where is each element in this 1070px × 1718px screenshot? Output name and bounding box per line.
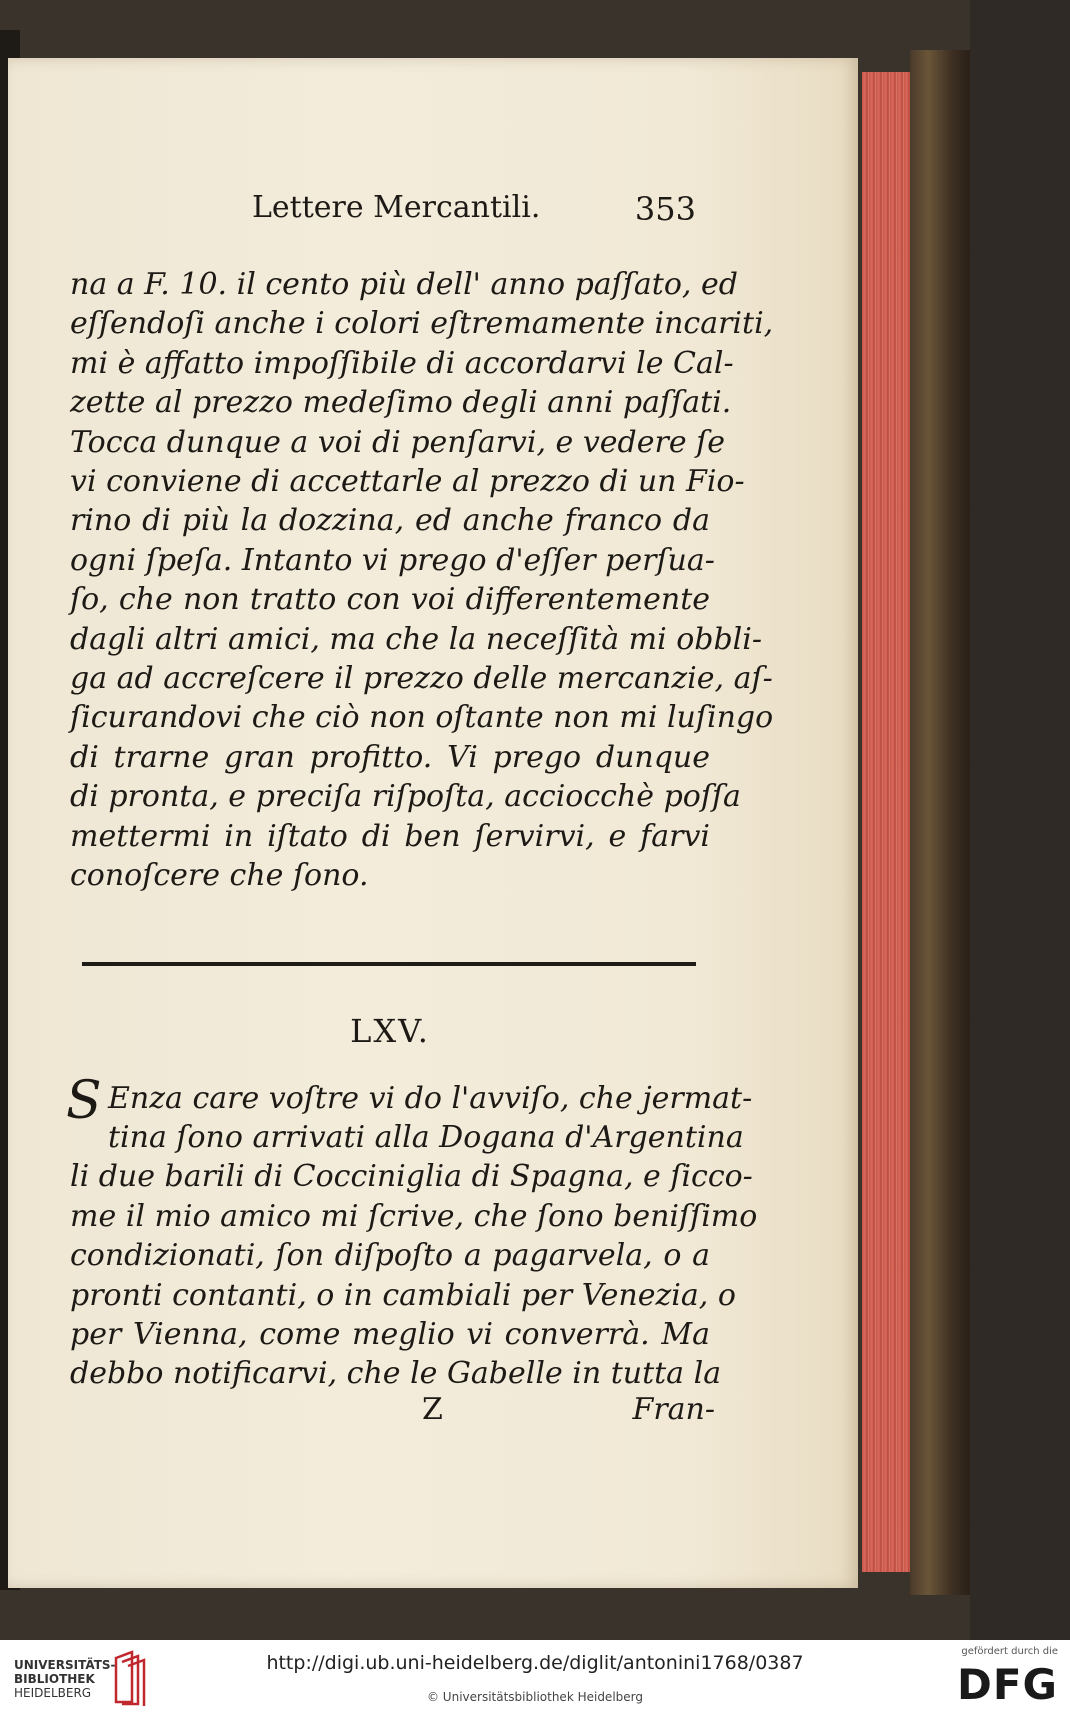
text-line: tina ſono arrivati alla Dogana d'Argentina: [108, 1120, 744, 1155]
text-line: ſo, che non tratto con voi differentemente: [70, 582, 710, 618]
text-line: dagli altri amici, ma che la neceſſità mi obbli-: [70, 621, 763, 657]
text-line: di pronta, e preciſa riſpoſta, acciocchè poſſa: [70, 779, 741, 815]
permalink-url[interactable]: http://digi.ub.uni-heidelberg.de/diglit/antonini1768/0387: [266, 1652, 804, 1674]
text-line: rino di più la dozzina, ed anche franco da: [70, 503, 710, 539]
drop-cap: S: [66, 1071, 102, 1131]
dfg-logo: DFG: [956, 1660, 1058, 1709]
text-line: vi conviene di accettarle al prezzo di un Fio-: [70, 464, 745, 500]
letter-body-2: [108, 1079, 753, 1118]
running-header: [70, 190, 710, 230]
text-line: pronti contanti, o in cambiali per Venezia, o: [70, 1277, 736, 1313]
copyright-notice: © Universitätsbibliothek Heidelberg: [426, 1690, 643, 1704]
text-line: per Vienna, come meglio vi converrà. Ma: [70, 1317, 710, 1353]
scan-margin-right: [970, 0, 1070, 1640]
text-line: mettermi in iſtato di ben ſervirvi, e farvi: [70, 818, 710, 854]
text-line: zette al prezzo medeſimo degli anni paſſati.: [70, 385, 732, 421]
catchword: Fran-: [632, 1392, 715, 1427]
running-title: Lettere Mercantili.: [252, 190, 541, 225]
text-line: condizionati, ſon diſpoſto a pagarvela, o a: [70, 1238, 710, 1274]
book-binding: [910, 50, 970, 1595]
library-name-line1: UNIVERSITÄTS-: [14, 1658, 116, 1672]
signature-mark: Z: [422, 1392, 443, 1427]
text-line: Tocca dunque a voi di penſarvi, e vedere ſe: [70, 424, 725, 460]
red-page-edges: [862, 72, 910, 1572]
section-heading: LXV.: [350, 1012, 430, 1050]
page-number: 353: [634, 190, 696, 228]
text-line: li due barili di Cocciniglia di Spagna, e ſicco-: [70, 1159, 753, 1195]
text-line: conoſcere che ſono.: [70, 858, 369, 894]
viewer-footer: [0, 1640, 1070, 1718]
text-line: me il mio amico mi ſcrive, che ſono beniſſimo: [70, 1198, 758, 1234]
text-line: eſſendoſi anche i colori eſtremamente incariti,: [70, 306, 774, 342]
catchline: [70, 1392, 715, 1432]
text-line: debbo notificarvi, che le Gabelle in tutta la: [70, 1356, 722, 1392]
text-line: na a F. 10. il cento più dell' anno paſſato, ed: [70, 267, 738, 302]
letter-body-1: [70, 265, 774, 896]
library-name-line3: HEIDELBERG: [14, 1686, 92, 1700]
library-name-line2: BIBLIOTHEK: [14, 1672, 95, 1686]
text-line: Enza care voſtre vi do l'avviſo, che jermat-: [108, 1081, 753, 1116]
text-line: ogni ſpeſa. Intanto vi prego d'eſſer perſua-: [70, 542, 715, 578]
section-divider: [82, 962, 696, 966]
letter-body-2-cont: [70, 1118, 758, 1394]
text-line: ga ad accreſcere il prezzo delle mercanzie, aſ-: [70, 661, 773, 697]
text-line: mi è affatto impoſſibile di accordarvi le Cal-: [70, 345, 734, 381]
funder-note: gefördert durch die: [961, 1646, 1058, 1657]
text-line: ſicurandovi che ciò non oſtante non mi luſingo: [70, 700, 774, 736]
text-line: di trarne gran profitto. Vi prego dunque: [70, 739, 710, 775]
